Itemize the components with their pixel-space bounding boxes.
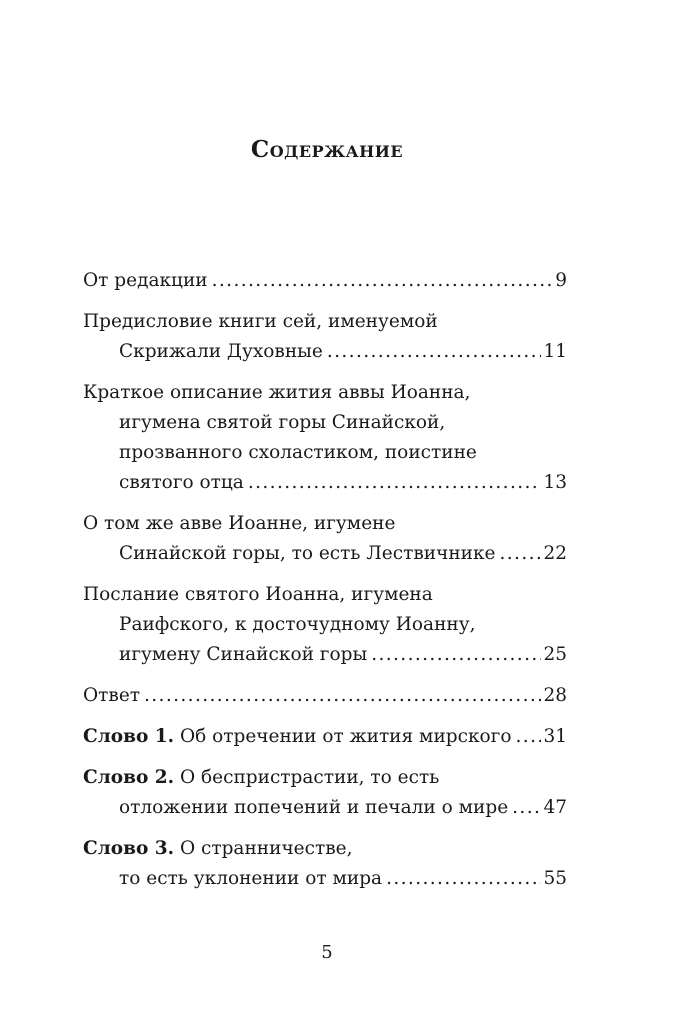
- toc-entry-title: О беспристрастии, то есть: [174, 767, 440, 788]
- toc-entry-prefix: Слово 1.: [83, 726, 175, 747]
- toc-page-number: 47: [543, 797, 567, 818]
- toc-entry-line: [83, 610, 567, 640]
- toc-entry-text: Скрижали Духовные: [119, 341, 323, 362]
- toc-entry-line: [83, 378, 567, 408]
- dot-leader: [516, 722, 542, 752]
- toc-entry-text: отложении попечений и печали о мире: [119, 797, 509, 818]
- toc-page-number: 25: [543, 644, 567, 665]
- toc-entry-text: [83, 722, 512, 752]
- toc-entry-text: игумену Синайской горы: [119, 644, 368, 665]
- toc-entry-text: Синайской горы, то есть Лествичнике: [119, 543, 496, 564]
- toc-entry-line: [83, 509, 567, 539]
- toc-entry[interactable]: [83, 307, 567, 367]
- dot-leader: [248, 468, 542, 498]
- toc-entry-text: игумена святой горы Синайской,: [119, 412, 446, 433]
- toc-entry-prefix: Слово 2.: [83, 767, 175, 788]
- toc-entry-line: [83, 438, 567, 468]
- toc-entry[interactable]: [83, 580, 567, 670]
- dot-leader: [327, 337, 542, 367]
- toc-entry-line: [83, 763, 567, 793]
- toc-entry-text: Предисловие книги сей, именуемой: [83, 311, 438, 332]
- toc-page-number: 13: [543, 472, 567, 493]
- dot-leader: [144, 681, 541, 711]
- toc-entry-title: Об отречении от жития мирского: [174, 726, 512, 747]
- toc-entry-text: прозванного схоластиком, поистине: [119, 442, 477, 463]
- toc-entry-line: [83, 408, 567, 438]
- page-title: Содержание: [250, 136, 404, 163]
- toc-entry[interactable]: [83, 834, 567, 894]
- toc-entry-line: [83, 640, 567, 670]
- toc-entry[interactable]: [83, 378, 567, 498]
- toc-entry-prefix: Слово 3.: [83, 838, 175, 859]
- toc-entry-line: [83, 834, 567, 864]
- toc-entry-line: [83, 539, 567, 569]
- dot-leader: [212, 266, 554, 296]
- toc-entry-text: О том же авве Иоанне, игумене: [83, 513, 396, 534]
- toc-page-number: 9: [555, 270, 567, 291]
- dot-leader: [512, 793, 541, 823]
- toc-entry-text: [83, 834, 352, 864]
- dot-leader: [386, 864, 541, 894]
- toc-entry-line: [83, 468, 567, 498]
- toc-entry-line: [83, 337, 567, 367]
- toc-entry[interactable]: [83, 681, 567, 711]
- toc-entry[interactable]: [83, 509, 567, 569]
- toc-entry-text: Послание святого Иоанна, игумена: [83, 584, 433, 605]
- toc-entry-line: [83, 580, 567, 610]
- toc-entry-line: [83, 793, 567, 823]
- toc-page-number: 31: [543, 726, 567, 747]
- toc-entry-line: [83, 266, 567, 296]
- toc-entry-line: [83, 722, 567, 752]
- toc-entry-title: О странничестве,: [174, 838, 353, 859]
- toc-page-number: 28: [543, 685, 567, 706]
- toc-entry-line: [83, 864, 567, 894]
- toc-entry-text: то есть уклонении от мира: [119, 868, 383, 889]
- page-number: 5: [321, 942, 333, 963]
- toc-entry[interactable]: [83, 722, 567, 752]
- dot-leader: [371, 640, 541, 670]
- toc-entry[interactable]: [83, 266, 567, 296]
- toc-entry-line: [83, 681, 567, 711]
- toc-page-number: 22: [543, 543, 567, 564]
- toc-page-number: 55: [543, 868, 567, 889]
- dot-leader: [500, 539, 542, 569]
- toc-entry-text: святого отца: [119, 472, 244, 493]
- toc-page-number: 11: [543, 341, 567, 362]
- toc-entry[interactable]: [83, 763, 567, 823]
- toc-entry-text: От редакции: [83, 270, 208, 291]
- toc-entry-text: Краткое описание жития аввы Иоанна,: [83, 382, 471, 403]
- toc-entry-text: Раифского, к досточудному Иоанну,: [119, 614, 476, 635]
- toc-entry-text: [83, 763, 439, 793]
- table-of-contents: [83, 266, 567, 905]
- toc-entry-text: Ответ: [83, 685, 140, 706]
- toc-entry-line: [83, 307, 567, 337]
